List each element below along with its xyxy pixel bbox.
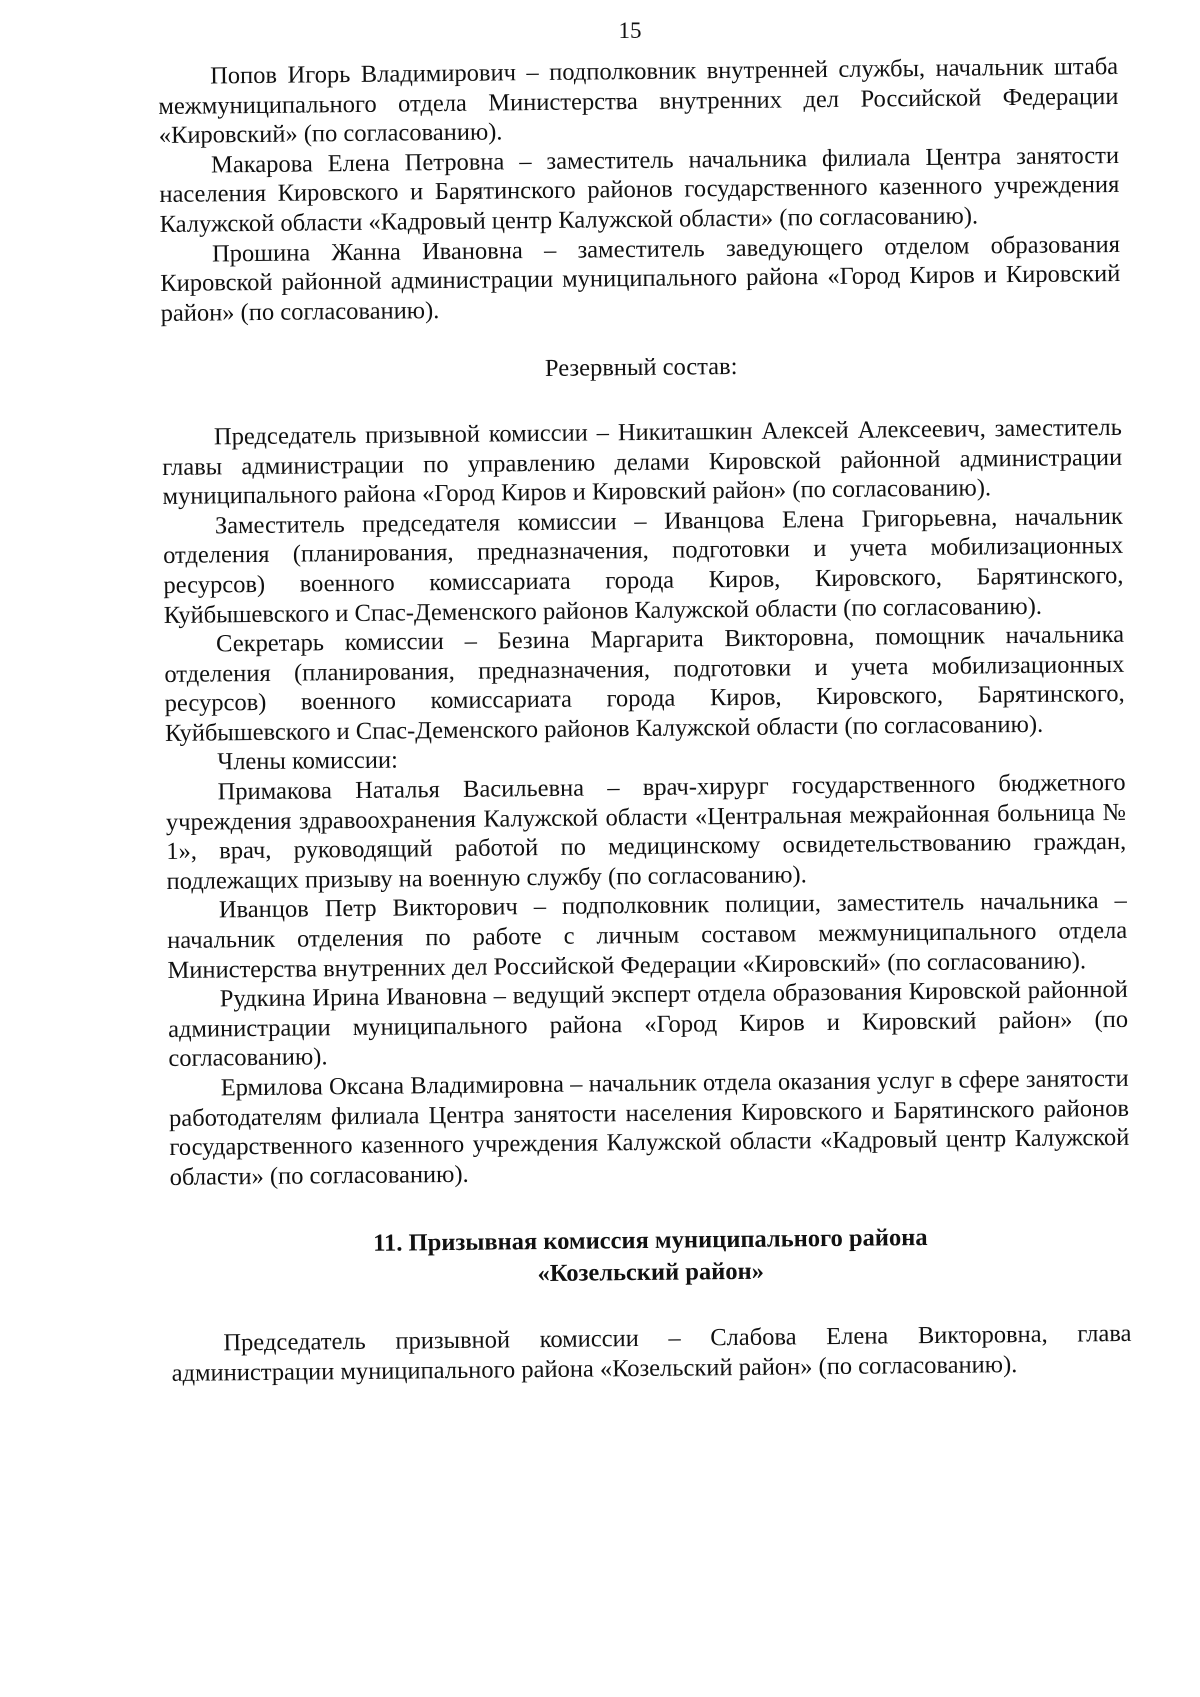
section-title-line2: «Козельский район» xyxy=(537,1258,765,1288)
paragraph-slabova: Председатель призывной комиссии – Слабова Елена Викторовна, глава администрации муниципального района «Козельский район» (по согласованию). xyxy=(171,1320,1132,1387)
paragraph-reserve-chairman: Председатель призывной комиссии – Никиташкин Алексей Алексеевич, заместитель главы администрации по управлению делами Кировской районной администрации муниципального района «Город Киров и Кировский район» (по согласованию). xyxy=(162,413,1123,511)
paragraph-ivantsov: Иванцов Петр Викторович – подполковник полиции, заместитель начальника – начальник отделения по работе с личным составом межмуниципального отдела Министерства внутренних дел Российской Федерации «Кировский» (по согласованию). xyxy=(167,887,1128,984)
page-number: 15 xyxy=(618,18,642,43)
reserve-heading: Резервный состав: xyxy=(544,353,738,383)
section-title-line1: 11. Призывная комиссия муниципального района xyxy=(373,1224,928,1258)
paragraph-primakova: Примакова Наталья Васильевна – врач-хирург государственного бюджетного учреждения здравоохранения Калужской области «Центральная межрайонная больница № 1», врач, руководящий работой по медицинскому освидетельствованию граждан, подлежащих призыву на военную службу (по согласованию). xyxy=(165,768,1127,895)
paragraph-reserve-deputy: Заместитель председателя комиссии – Иванцова Елена Григорьевна, начальник отделения (планирования, предназначения, подготовки и учета мобилизационных ресурсов) военного комиссариата города Киров, Кировского, Барятинского, Куйбышевского и Спас-Деменского районов Калужской области (по согласованию). xyxy=(163,502,1124,629)
paragraph-proshina: Прошина Жанна Ивановна – заместитель заведующего отделом образования Кировской районной администрации муниципального района «Город Киров и Кировский район» (по согласованию). xyxy=(160,230,1121,327)
paragraph-ermilova: Ермилова Оксана Владимировна – начальник отдела оказания услуг в сфере занятости работодателям филиала Центра занятости населения Кировского и Барятинского районов государственного казенного учреждения Калужской области «Кадровый центр Калужской области» (по согласованию). xyxy=(168,1064,1130,1191)
paragraph-reserve-secretary: Секретарь комиссии – Безина Маргарита Викторовна, помощник начальника отделения (планирования, предназначения, подготовки и учета мобилизационных ресурсов) военного комиссариата города Киров, Кировского, Барятинского, Куйбышевского и Спас-Деменского районов Калужской области (по согласованию). xyxy=(164,621,1125,747)
paragraph-popov: Попов Игорь Владимирович – подполковник внутренней службы, начальник штаба межмуниципального отдела Министерства внутренних дел Российской Федерации «Кировский» (по согласованию). xyxy=(158,52,1119,150)
paragraph-rudkina: Рудкина Ирина Ивановна – ведущий эксперт отдела образования Кировской районной администрации муниципального района «Город Киров и Кировский район» (по согласованию). xyxy=(167,976,1129,1073)
paragraph-makarova: Макарова Елена Петровна – заместитель начальника филиала Центра занятости населения Кировского и Барятинского районов государственного казенного учреждения Калужской области «Кадровый центр Калужской области» (по согласованию). xyxy=(159,141,1120,238)
members-label: Члены комиссии: xyxy=(217,746,399,776)
document-body xyxy=(158,52,1132,1389)
section-title xyxy=(170,1220,1131,1294)
